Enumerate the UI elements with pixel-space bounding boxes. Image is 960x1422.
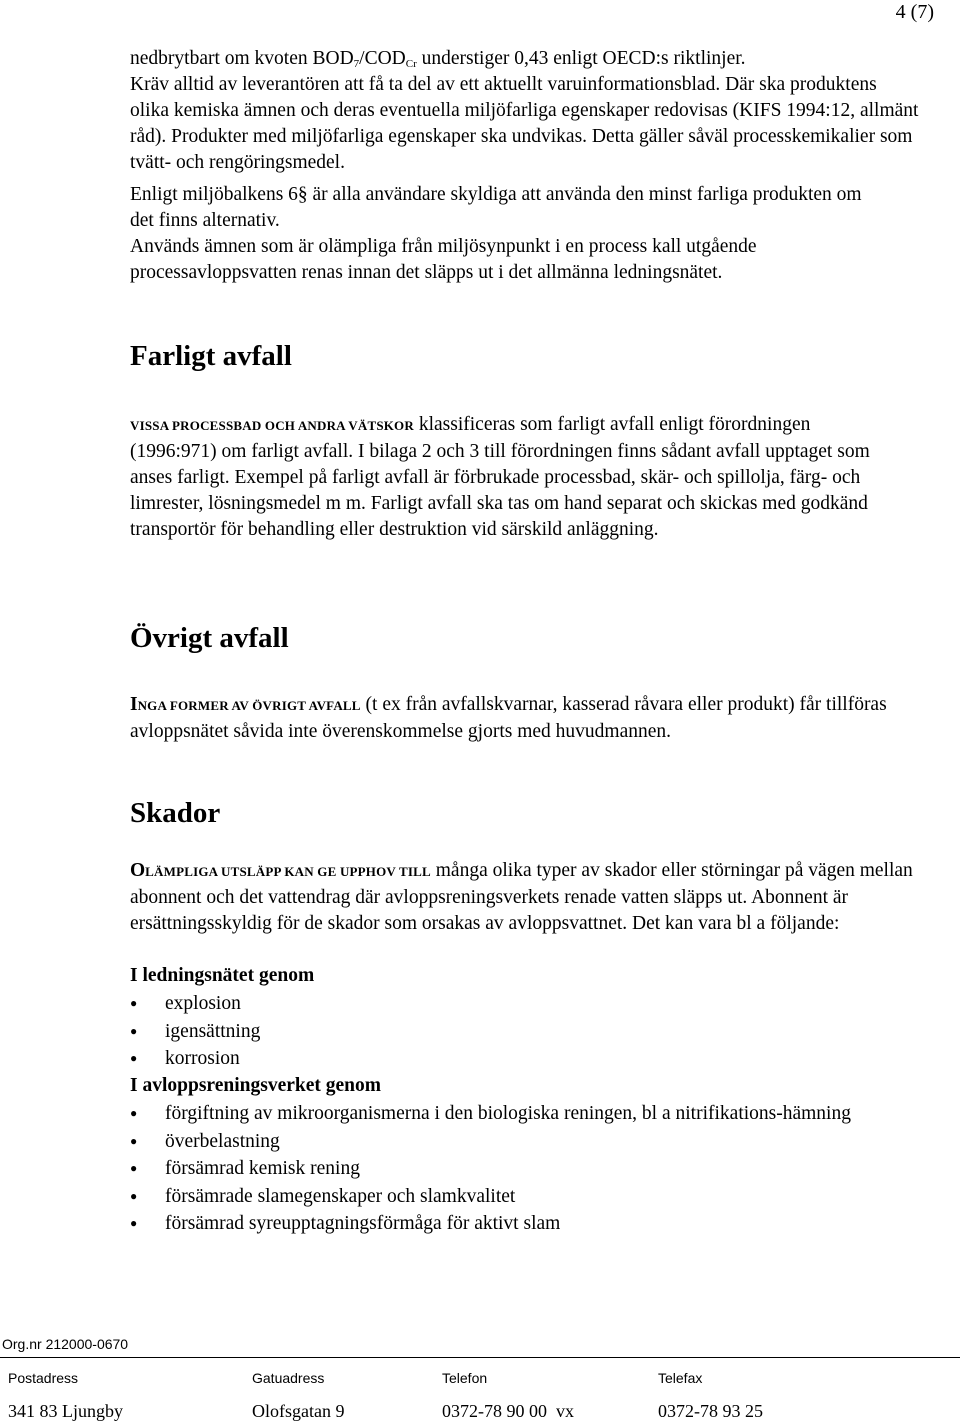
footer-telefon: 0372-78 90 00 vx bbox=[442, 1401, 574, 1421]
list-item: ● överbelastning bbox=[130, 1128, 870, 1156]
footer-telefax: 0372-78 93 25 bbox=[658, 1401, 763, 1421]
intro-paragraph-miljobalken: Enligt miljöbalkens 6§ är alla användare skyldiga att använda den minst farliga produkten om det finns alternativ. bbox=[130, 184, 862, 231]
footer-divider bbox=[0, 1357, 960, 1358]
heading-ovrigt-avfall: Övrigt avfall bbox=[130, 622, 289, 654]
list-item: ● explosion bbox=[130, 990, 910, 1018]
skador-group-ledningsnatet: I ledningsnätet genom bbox=[130, 965, 315, 986]
footer-orgnr: Org.nr 212000-0670 bbox=[2, 1336, 129, 1352]
list-item: ● försämrade slamegenskaper och slamkvalitet bbox=[130, 1183, 870, 1211]
footer-label-postadress: Postadress bbox=[8, 1370, 79, 1386]
footer-postadress: 341 83 Ljungby bbox=[8, 1401, 123, 1421]
page-number: 4 (7) bbox=[895, 1, 934, 23]
footer-label-telefon: Telefon bbox=[442, 1370, 488, 1386]
farligt-avfall-paragraph: VISSA PROCESSBAD OCH ANDRA VÄTSKOR klassificeras som farligt avfall enligt förordningen (1996:971) om farligt avfall. I bilaga 2 och 3 till förordningen finns sådant avfall upptaget som anses farligt. Exempel på farligt avfall är förbrukade processbad, skär- och spillolja, färg- och limrester, lösningsmedel m m. Farligt avfall ska tas om hand separat och skickas med godkänd transportör för behandling eller destruktion vid särskild anläggning. bbox=[130, 414, 870, 540]
ovrigt-avfall-paragraph: INGA FORMER AV ÖVRIGT AVFALL (t ex från avfallskvarnar, kasserad råvara eller produkt) får tillföras avloppsnätet såvida inte överenskommelse gjorts med huvudmannen. bbox=[130, 694, 887, 742]
list-item: ● försämrad syreupptagningsförmåga för aktivt slam bbox=[130, 1210, 870, 1238]
list-item: ● korrosion bbox=[130, 1045, 910, 1073]
heading-skador: Skador bbox=[130, 797, 221, 829]
footer-gatuadress: Olofsgatan 9 bbox=[252, 1401, 345, 1421]
intro-paragraph-olampliga: Används ämnen som är olämpliga från miljösynpunkt i en process kall utgående processavloppsvatten renas innan det släpps ut i det allmänna ledningsnätet. bbox=[130, 236, 757, 283]
ledningsnatet-list bbox=[130, 990, 910, 1073]
intro-line-bod: nedbrytbart om kvoten $BOD_7/COD_{Cr}$ understiger 0,43 enligt OECD:s riktlinjer. bbox=[130, 48, 746, 70]
heading-farligt-avfall: Farligt avfall bbox=[130, 340, 292, 372]
footer-label-gatuadress: Gatuadress bbox=[252, 1370, 325, 1386]
intro-paragraph-supplier: Kräv alltid av leverantören att få ta del av ett aktuellt varuinformationsblad. Där ska produktens olika kemiska ämnen och deras eventuella miljöfarliga egenskaper redovisas (KIFS 1994:12, allmänt råd). Produkter med miljöfarliga egenskaper ska undvikas. Detta gäller såväl processkemikalier som tvätt- och rengöringsmedel. bbox=[130, 74, 919, 173]
list-item: ● förgiftning av mikroorganismerna i den biologiska reningen, bl a nitrifikations-hämning bbox=[130, 1100, 870, 1128]
skador-group-reningsverket: I avloppsreningsverket genom bbox=[130, 1075, 381, 1096]
list-item: ● igensättning bbox=[130, 1018, 910, 1046]
footer-label-telefax: Telefax bbox=[658, 1370, 703, 1386]
reningsverket-list bbox=[130, 1100, 870, 1238]
list-item: ● försämrad kemisk rening bbox=[130, 1155, 870, 1183]
skador-paragraph: OLÄMPLIGA UTSLÄPP KAN GE UPPHOV TILL många olika typer av skador eller störningar på vägen mellan abonnent och det vattendrag där avloppsreningsverkets renade vatten släpps ut. Abonnent är ersättningsskyldig för de skador som orsakas av avloppsvattnet. Det kan vara bl a följande: bbox=[130, 860, 913, 934]
